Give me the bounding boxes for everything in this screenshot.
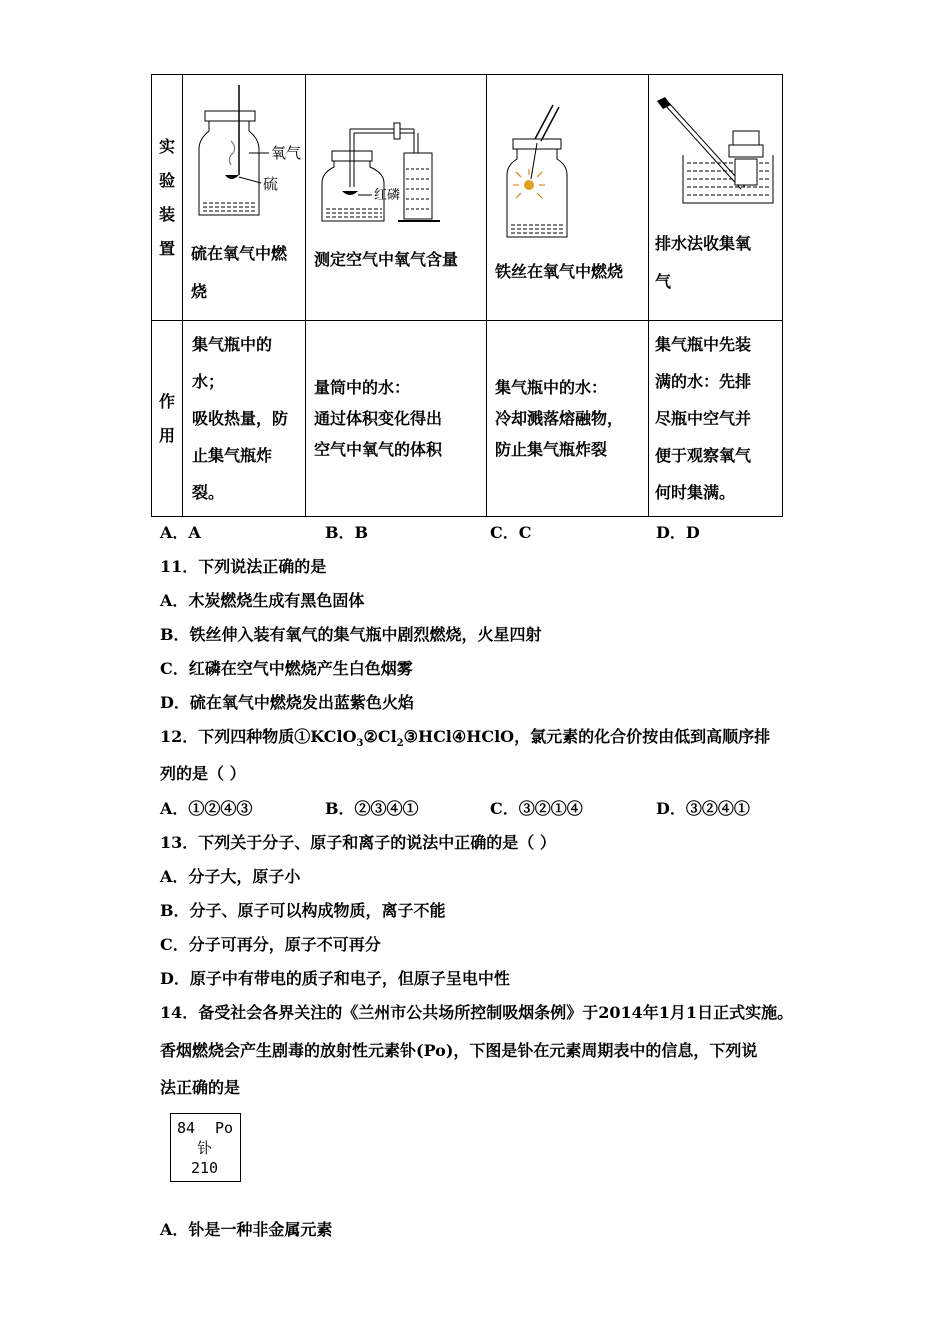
q13-stem: 13．下列关于分子、原子和离子的说法中正确的是（ ） [160, 833, 556, 852]
sulfur-burning-figure [191, 83, 306, 223]
q11-option-a: A．木炭燃烧生成有黑色固体 [160, 591, 365, 610]
element-atomic-number: 84 [177, 1119, 196, 1137]
fig-label-sulfur: 硫 [263, 175, 279, 193]
apparatus-cell-air-oxygen [306, 75, 487, 321]
q11-option-c: C．红磷在空气中燃烧产生白色烟雾 [160, 659, 413, 678]
q10-option-b: B．B [325, 523, 369, 542]
caption-iron: 铁丝在氧气中燃烧 [495, 262, 624, 281]
air-oxygen-figure [314, 109, 484, 229]
q10-option-c: C．C [490, 523, 532, 542]
q13-option-a: A．分子大，原子小 [160, 867, 301, 886]
apparatus-cell-sulfur [183, 75, 306, 321]
apparatus-cell-water-displacement [649, 75, 783, 321]
q14-option-a: A．钋是一种非金属元素 [160, 1220, 333, 1239]
q11-option-b: B．铁丝伸入装有氧气的集气瓶中剧烈燃烧，火星四射 [160, 625, 542, 644]
fig-label-red-phosphorus: 红磷 [374, 188, 401, 203]
function-cell-sulfur: 集气瓶中的 水； 吸收热量，防 止集气瓶炸 裂。 [183, 321, 306, 517]
water-displacement-figure [653, 93, 781, 213]
function-cell-water-displacement: 集气瓶中先装 满的水：先排 尽瓶中空气并 便于观察氧气 何时集满。 [649, 321, 783, 517]
q10-option-d: D．D [656, 523, 700, 542]
element-name: 钋 [197, 1139, 213, 1157]
q12-option-c: C．③②①④ [490, 799, 583, 818]
element-atomic-mass: 210 [191, 1159, 219, 1177]
q10-option-a: A．A [160, 523, 201, 542]
function-cell-air-oxygen: 量筒中的水： 通过体积变化得出 空气中氧气的体积 [306, 321, 487, 517]
element-symbol: Po [215, 1119, 234, 1137]
caption-water-displacement: 排水法收集氧 气 [655, 234, 752, 291]
experiment-table [151, 74, 783, 517]
q14-stem-line1: 14．备受社会各界关注的《兰州市公共场所控制吸烟条例》于2014年1月1日正式实施。 [160, 1003, 794, 1022]
function-cell-iron: 集气瓶中的水： 冷却溅落熔融物， 防止集气瓶炸裂 [487, 321, 649, 517]
fig-label-oxygen: 氧气 [271, 144, 302, 162]
q11-stem: 11．下列说法正确的是 [160, 557, 327, 576]
caption-sulfur: 硫在氧气中燃 烧 [191, 244, 288, 301]
q13-option-c: C．分子可再分，原子不可再分 [160, 935, 381, 954]
q12-option-a: A．①②④③ [160, 799, 253, 818]
q12-stem-line1: 12．下列四种物质$①KClO_3②Cl_2③HCl④HClO$，氯元素的化合价按由低到高顺序排 [160, 727, 771, 750]
q14-stem-line3: 法正确的是 [160, 1078, 241, 1097]
q12-stem-line2: 列的是（ ） [160, 764, 246, 783]
apparatus-cell-iron [487, 75, 649, 321]
polonium-element-card [170, 1113, 241, 1182]
q14-stem-line2: 香烟燃烧会产生剧毒的放射性元素钋(Po)，下图是钋在元素周期表中的信息，下列说 [160, 1041, 758, 1060]
q13-option-b: B．分子、原子可以构成物质，离子不能 [160, 901, 446, 920]
iron-burning-figure [501, 99, 601, 244]
q11-option-d: D．硫在氧气中燃烧发出蓝紫色火焰 [160, 693, 414, 712]
caption-air-oxygen: 测定空气中氧气含量 [314, 250, 459, 269]
q12-option-d: D．③②④① [656, 799, 750, 818]
q12-option-b: B．②③④① [325, 799, 419, 818]
row-label-function: 作 用 [152, 321, 183, 517]
row-label-apparatus: 实 验 装 置 [152, 75, 183, 321]
q13-option-d: D．原子中有带电的质子和电子，但原子呈电中性 [160, 969, 510, 988]
